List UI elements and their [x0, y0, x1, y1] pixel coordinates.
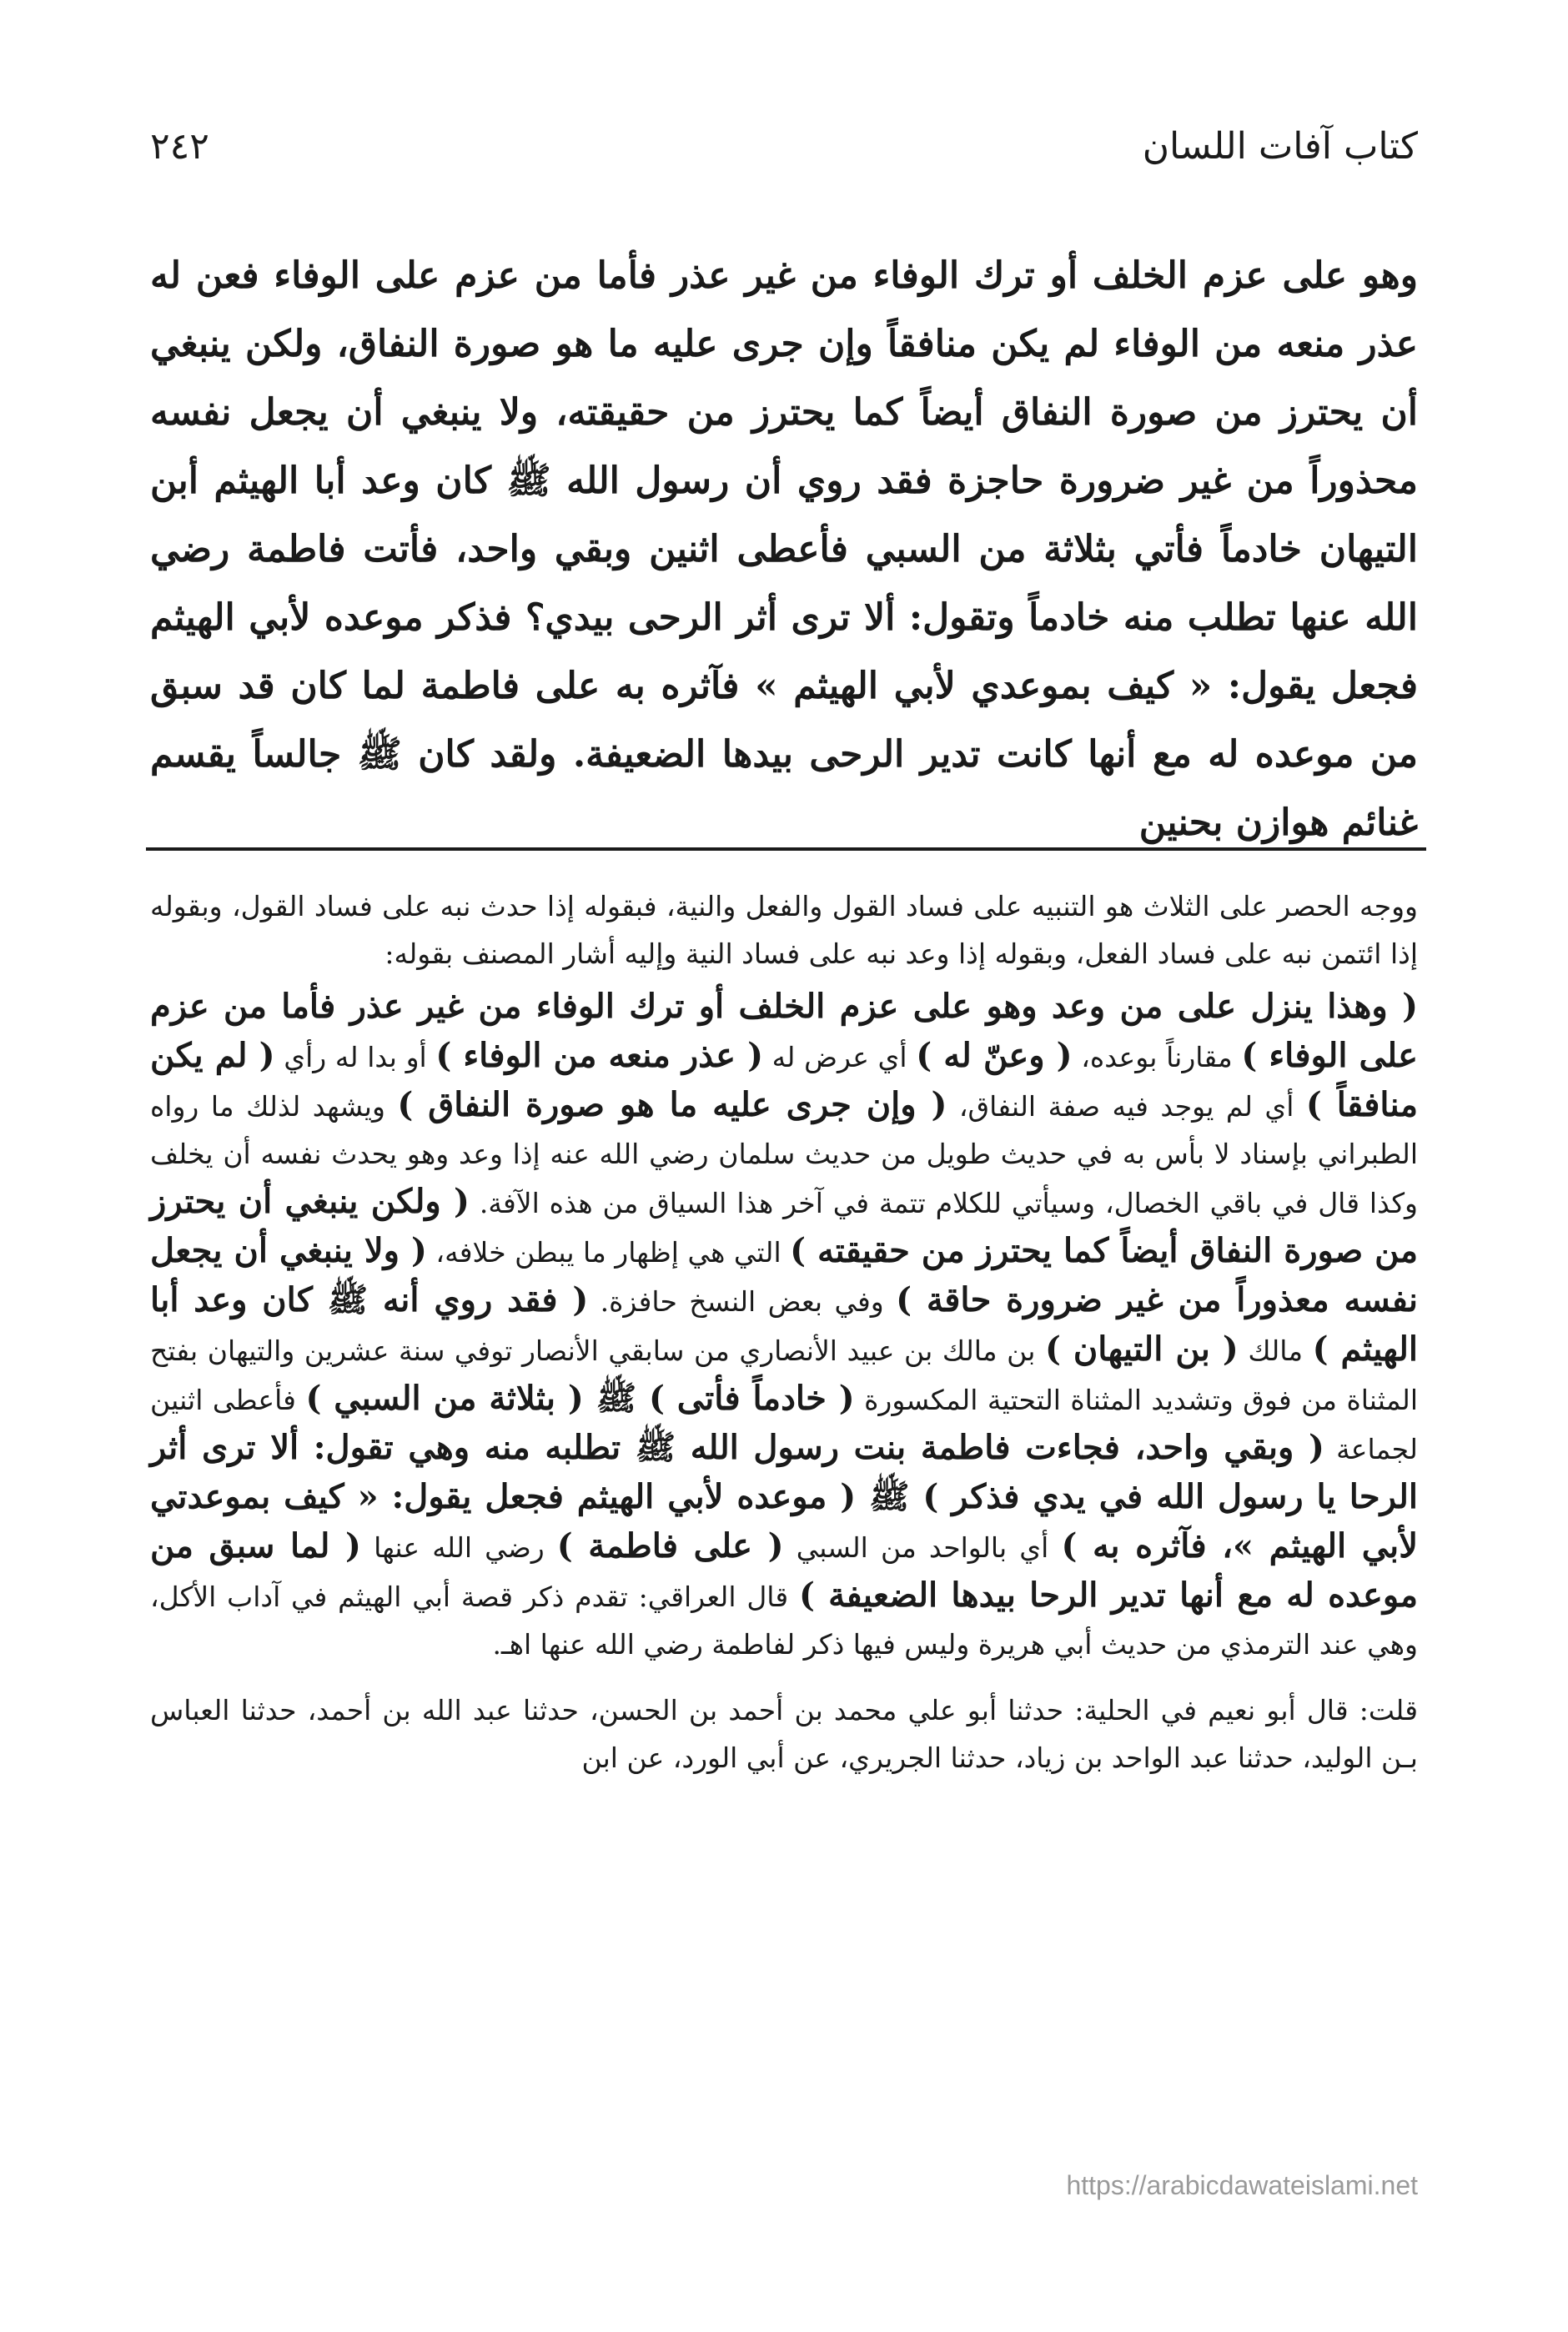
explanation-text: مقارناً بوعده،	[1072, 1041, 1242, 1073]
explanation-text: بن مالك بن عبيد الأنصاري من سابقي الأنصار توفي سنة عشرين والتيهان بفتح المثناة من فوق وتشديد المثناة التحتية المكسورة	[150, 1334, 1419, 1416]
explanation-text: ويشهد لذلك ما رواه الطبراني بإسناد لا بأس به في حديث طويل من حديث سلمان رضي الله عنه إذا وعد وهو يحدث نفسه أن يخلف وكذا قال في باقي الخصال، وسيأتي للكلام تتمة في آخر هذا السياق من هذه الآفة.	[150, 1090, 1418, 1219]
quoted-text: ( خادماً فأتى ) ﷺ ( بثلاثة من السبي )	[305, 1379, 855, 1418]
quoted-text: ( ولا ينبغي أن يجعل نفسه معذوراً من غير ضرورة حاقة )	[150, 1231, 1419, 1319]
watermark-url[interactable]: https://arabicdawateislami.net	[1066, 2170, 1418, 2200]
page-header	[150, 117, 1418, 175]
explanation-text: فأعطى اثنين لجماعة	[150, 1384, 1418, 1465]
explanation-text: أي بالواحد من السبي	[783, 1531, 1062, 1564]
explanation-text: قال العراقي: تقدم ذكر قصة أبي الهيثم في آداب الأكل، وهي عند الترمذي من حديث أبي هريرة وليس فيها ذكر لفاطمة رضي الله عنها اهـ.	[150, 1581, 1418, 1661]
quoted-text: ( وإن جرى عليه ما هو صورة النفاق )	[397, 1085, 947, 1124]
commentary-last-paragraph: قلت: قال أبو نعيم في الحلية: حدثنا أبو علي محمد بن أحمد بن الحسن، حدثنا عبد الله بن أحمد، حدثنا العباس بـن الوليد، حدثنا عبد الواحد بن زياد، حدثنا الجريري، عن أبي الورد، عن ابن	[150, 1694, 1418, 1774]
explanation-text: أي عرض له	[763, 1041, 917, 1073]
quoted-text: ( لما سبق من موعده له مع أنها تدير الرحا بيدها الضعيفة )	[150, 1526, 1419, 1615]
quoted-text: ( بن التيهان )	[1044, 1329, 1239, 1369]
quoted-text: ( فقد روي أنه ﷺ كان وعد أبا الهيثم )	[150, 1280, 1419, 1369]
book-title: كتاب آفات اللسان	[1142, 124, 1418, 168]
commentary	[150, 882, 1418, 1782]
quoted-text: ( وعنّ له )	[916, 1036, 1073, 1075]
quoted-text: ( على فاطمة )	[556, 1526, 784, 1566]
quoted-text: ( عذر منعه من الوفاء )	[435, 1036, 764, 1075]
explanation-text: وفي بعض النسخ حافزة.	[588, 1285, 897, 1318]
explanation-text: التي هي إظهار ما يبطن خلافه،	[426, 1236, 791, 1269]
main-text	[150, 242, 1418, 857]
main-paragraph: وهو على عزم الخلف أو ترك الوفاء من غير عذر فأما من عزم على الوفاء فعن له عذر منعه من الوفاء لم يكن منافقاً وإن جرى عليه ما هو صورة النفاق، ولكن ينبغي أن يحترز من صورة النفاق أيضاً كما يحترز من حقيقته، ولا ينبغي أن يجعل نفسه محذوراً من غير ضرورة حاجزة فقد روي أن رسول الله ﷺ كان وعد أبا الهيثم أبن التيهان خادماً فأتي بثلاثة من السبي فأعطى اثنين وبقي واحد، فأتت فاطمة رضي الله عنها تطلب منه خادماً وتقول: ألا ترى أثر الرحى بيدي؟ فذكر موعده لأبي الهيثم فجعل يقول: « كيف بموعدي لأبي الهيثم » فآثره به على فاطمة لما كان قد سبق من موعده له مع أنها كانت تدير الرحى بيدها الضعيفة. ولقد كان ﷺ جالساً يقسم غنائم هوازن بحنين	[150, 254, 1418, 844]
explanation-text: أو بدا له رأي	[274, 1041, 436, 1073]
quoted-text: ( وهذا ينزل على من وعد وهو على عزم الخلف أو ترك الوفاء من غير عذر فأما من عزم على الوفاء )	[150, 987, 1418, 1075]
explanation-text: أي لم يوجد فيه صفة النفاق،	[947, 1090, 1306, 1123]
commentary-intro: ووجه الحصر على الثلاث هو التنبيه على فساد القول والفعل والنية، فبقوله إذا حدث نبه على فساد القول، وبقوله إذا ائتمن نبه على فساد الفعل، وبقوله إذا وعد نبه على فساد النية وإليه أشار المصنف بقوله:	[150, 890, 1418, 970]
commentary-body	[150, 983, 1418, 1668]
quoted-text: ( لم يكن منافقاً )	[150, 1036, 1418, 1124]
explanation-text: رضي الله عنها	[361, 1531, 557, 1564]
explanation-text: مالك	[1238, 1334, 1313, 1367]
quoted-text: ( ولكن ينبغي أن يحترز من صورة النفاق أيضاً كما يحترز من حقيقته )	[150, 1182, 1419, 1270]
footnote-divider	[146, 847, 1426, 851]
quoted-text: ( وبقي واحد، فجاءت فاطمة بنت رسول الله ﷺ تطلبه منه وهي تقول: ألا ترى أثر الرحا يا رسول الله في يدي فذكر ) ﷺ ( موعده لأبي الهيثم فجعل يقول: « كيف بموعدتي لأبي الهيثم »، فآثره به )	[150, 1428, 1419, 1566]
page-number: ٢٤٢	[150, 124, 209, 168]
